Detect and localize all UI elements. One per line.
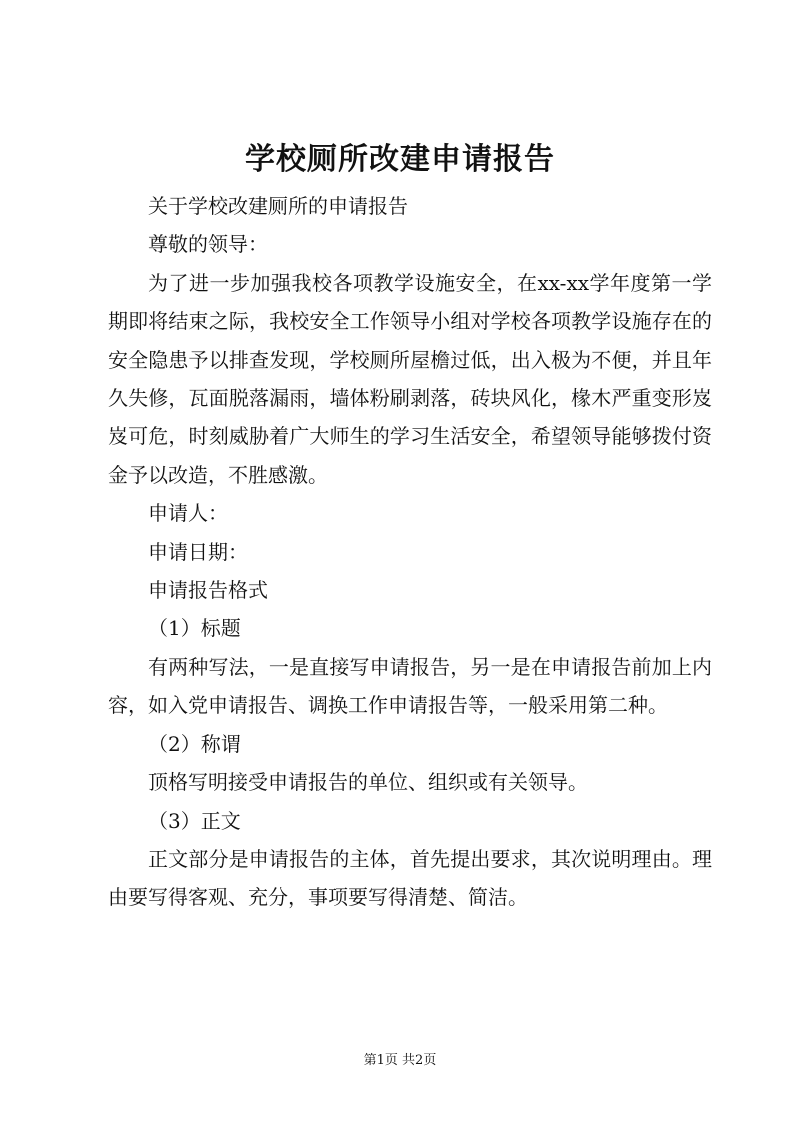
paragraph-format-heading: 申请报告格式 bbox=[148, 578, 268, 603]
paragraph-body-explanation: 正文部分是申请报告的主体，首先提出要求，其次说明理由。理由要写得客观、充分，事项要写得清楚、简洁。 bbox=[108, 846, 712, 910]
page-footer: 第1页 共2页 bbox=[363, 1053, 437, 1068]
paragraph-salutation-explanation: 顶格写明接受申请报告的单位、组织或有关领导。 bbox=[148, 770, 588, 795]
paragraph-applicant: 申请人： bbox=[148, 501, 228, 526]
document-title: 学校厕所改建申请报告 bbox=[245, 142, 555, 177]
paragraph-apply-date: 申请日期： bbox=[148, 539, 248, 564]
paragraph-section-body: （3）正文 bbox=[148, 808, 241, 833]
paragraph-section-salutation: （2）称谓 bbox=[148, 731, 241, 756]
paragraph-salutation: 尊敬的领导： bbox=[148, 232, 268, 257]
document-body bbox=[108, 187, 712, 917]
paragraph-section-title: （1）标题 bbox=[148, 616, 241, 641]
paragraph-main-request: 为了进一步加强我校各项教学设施安全，在xx-xx学年度第一学期即将结束之际，我校安全工作领导小组对学校各项教学设施存在的安全隐患予以排查发现，学校厕所屋檐过低，出入极为不便，并且年久失修，瓦面脱落漏雨，墙体粉刷剥落，砖块风化，椽木严重变形岌岌可危，时刻威胁着广大师生的学习生活安全，希望领导能够拨付资金予以改造，不胜感激。 bbox=[108, 270, 712, 487]
paragraph-title-explanation: 有两种写法，一是直接写申请报告，另一是在申请报告前加上内容，如入党申请报告、调换工作申请报告等，一般采用第二种。 bbox=[108, 654, 712, 718]
paragraph-subject: 关于学校改建厕所的申请报告 bbox=[148, 194, 408, 218]
